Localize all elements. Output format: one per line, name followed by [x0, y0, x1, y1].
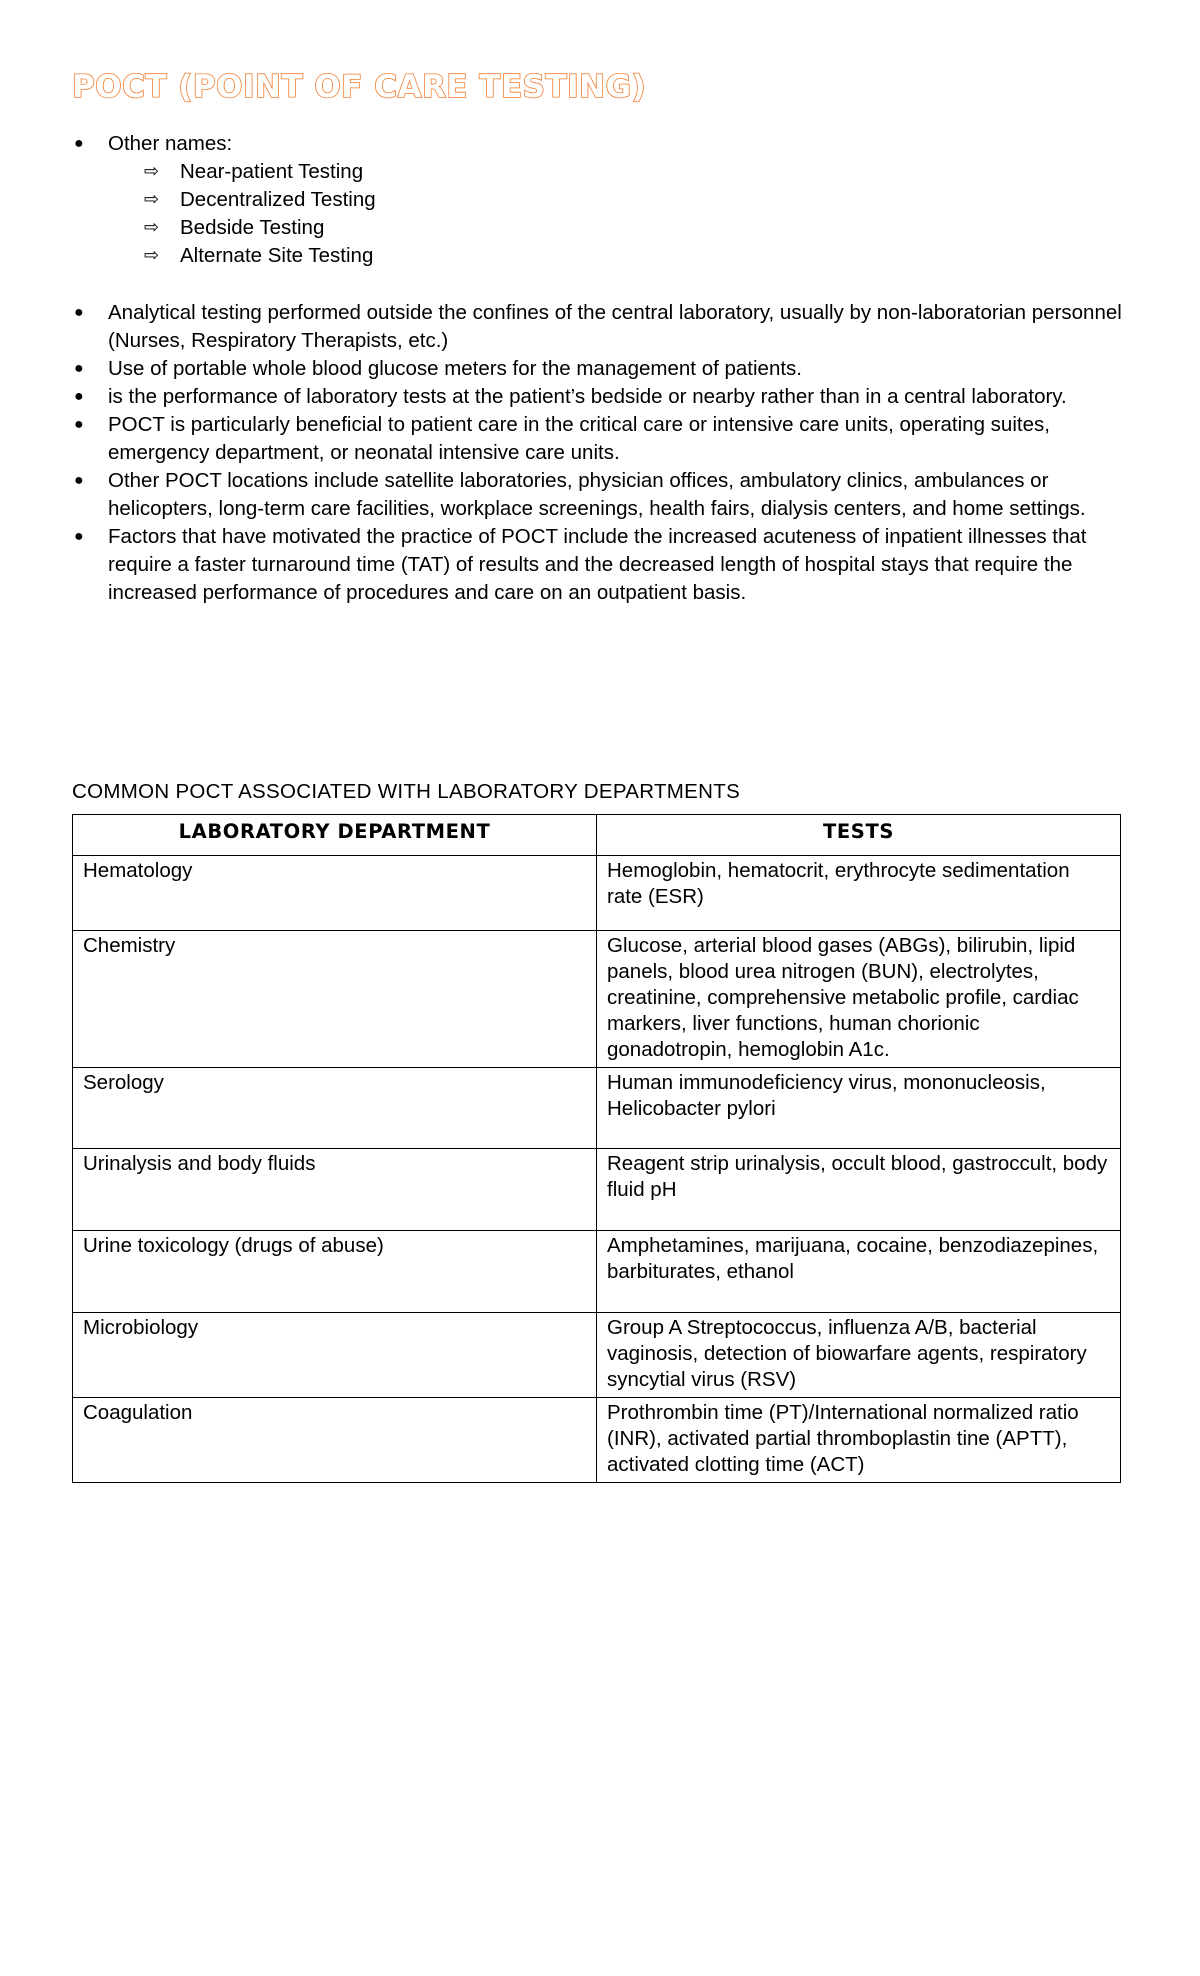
column-header-department: LABORATORY DEPARTMENT	[73, 815, 597, 856]
sub-list-item: ⇨ Decentralized Testing	[144, 186, 1132, 214]
list-item: ● Use of portable whole blood glucose meters for the management of patients.	[72, 355, 1132, 383]
sub-list-item: ⇨ Bedside Testing	[144, 214, 1132, 242]
arrow-icon: ⇨	[144, 217, 160, 239]
tests-cell: Prothrombin time (PT)/International normalized ratio (INR), activated partial thromboplastin tine (APTT), activated clotting time (ACT)	[597, 1398, 1121, 1483]
bullet-icon: ●	[74, 416, 84, 434]
list-item: ● POCT is particularly beneficial to patient care in the critical care or intensive care units, operating suites, emergency department, or neonatal intensive care units.	[74, 413, 1050, 465]
bullet-list	[72, 130, 1132, 607]
table-caption: COMMON POCT ASSOCIATED WITH LABORATORY DEPARTMENTS	[72, 780, 741, 803]
bullet-icon: ●	[74, 304, 84, 322]
list-item-other-names	[72, 130, 1132, 270]
other-names-label: Other names:	[108, 132, 233, 156]
table-row	[73, 931, 1121, 1068]
page-title: POCT (POINT OF CARE TESTING)	[72, 69, 647, 105]
department-cell: Coagulation	[73, 1398, 597, 1483]
list-item: ● Factors that have motivated the practice of POCT include the increased acuteness of inpatient illnesses that require a faster turnaround time (TAT) of results and the decreased length of hospital stays that require the increased performance of procedures and care on an outpatient basis.	[74, 525, 1087, 605]
tests-cell: Human immunodeficiency virus, mononucleosis, Helicobacter pylori	[597, 1068, 1121, 1149]
department-cell: Urinalysis and body fluids	[73, 1149, 597, 1231]
department-cell: Chemistry	[73, 931, 597, 1068]
arrow-icon: ⇨	[144, 161, 160, 183]
bullet-icon: ●	[74, 388, 84, 406]
table-row	[73, 1231, 1121, 1313]
table-row	[73, 1149, 1121, 1231]
department-cell: Hematology	[73, 856, 597, 931]
table-header-row	[73, 815, 1121, 856]
table-row	[73, 856, 1121, 931]
poct-table	[72, 814, 1121, 1483]
list-spacer	[72, 270, 1132, 299]
document-page	[72, 69, 1132, 1476]
arrow-icon: ⇨	[144, 189, 160, 211]
sub-list-item: ⇨ Alternate Site Testing	[144, 242, 1132, 270]
tests-cell: Amphetamines, marijuana, cocaine, benzodiazepines, barbiturates, ethanol	[597, 1231, 1121, 1313]
sub-list-item: ⇨ Near-patient Testing	[144, 158, 1132, 186]
table-row	[73, 1313, 1121, 1398]
bullet-icon: ●	[74, 528, 84, 546]
bullet-icon: ●	[74, 360, 84, 378]
arrow-icon: ⇨	[144, 245, 160, 267]
department-cell: Serology	[73, 1068, 597, 1149]
bullet-icon: ●	[74, 135, 84, 153]
table-row	[73, 1068, 1121, 1149]
bullet-icon: ●	[74, 472, 84, 490]
list-item: ● is the performance of laboratory tests at the patient’s bedside or nearby rather than in a central laboratory.	[72, 383, 1132, 411]
tests-cell: Reagent strip urinalysis, occult blood, gastroccult, body fluid pH	[597, 1149, 1121, 1231]
department-cell: Urine toxicology (drugs of abuse)	[73, 1231, 597, 1313]
tests-cell: Group A Streptococcus, influenza A/B, bacterial vaginosis, detection of biowarfare agents, respiratory syncytial virus (RSV)	[597, 1313, 1121, 1398]
column-header-tests: TESTS	[597, 815, 1121, 856]
tests-cell: Glucose, arterial blood gases (ABGs), bilirubin, lipid panels, blood urea nitrogen (BUN), electrolytes, creatinine, comprehensive metabolic profile, cardiac markers, liver functions, human chorionic gonadotropin, hemoglobin A1c.	[597, 931, 1121, 1068]
other-names-list	[108, 158, 1132, 270]
tests-cell: Hemoglobin, hematocrit, erythrocyte sedimentation rate (ESR)	[597, 856, 1121, 931]
list-item: ● Analytical testing performed outside the confines of the central laboratory, usually by non-laboratorian personnel (Nurses, Respiratory Therapists, etc.)	[74, 301, 1122, 353]
table-row	[73, 1398, 1121, 1483]
list-item: ● Other POCT locations include satellite laboratories, physician offices, ambulatory clinics, ambulances or helicopters, long-term care facilities, workplace screenings, health fairs, dialysis centers, and home settings.	[74, 469, 1086, 521]
department-cell: Microbiology	[73, 1313, 597, 1398]
